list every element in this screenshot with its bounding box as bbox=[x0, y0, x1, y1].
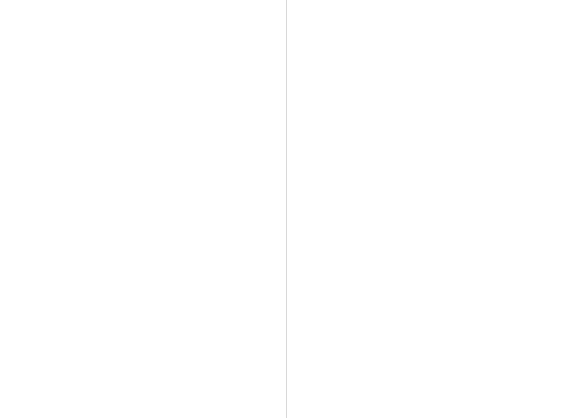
right-page bbox=[287, 0, 574, 418]
